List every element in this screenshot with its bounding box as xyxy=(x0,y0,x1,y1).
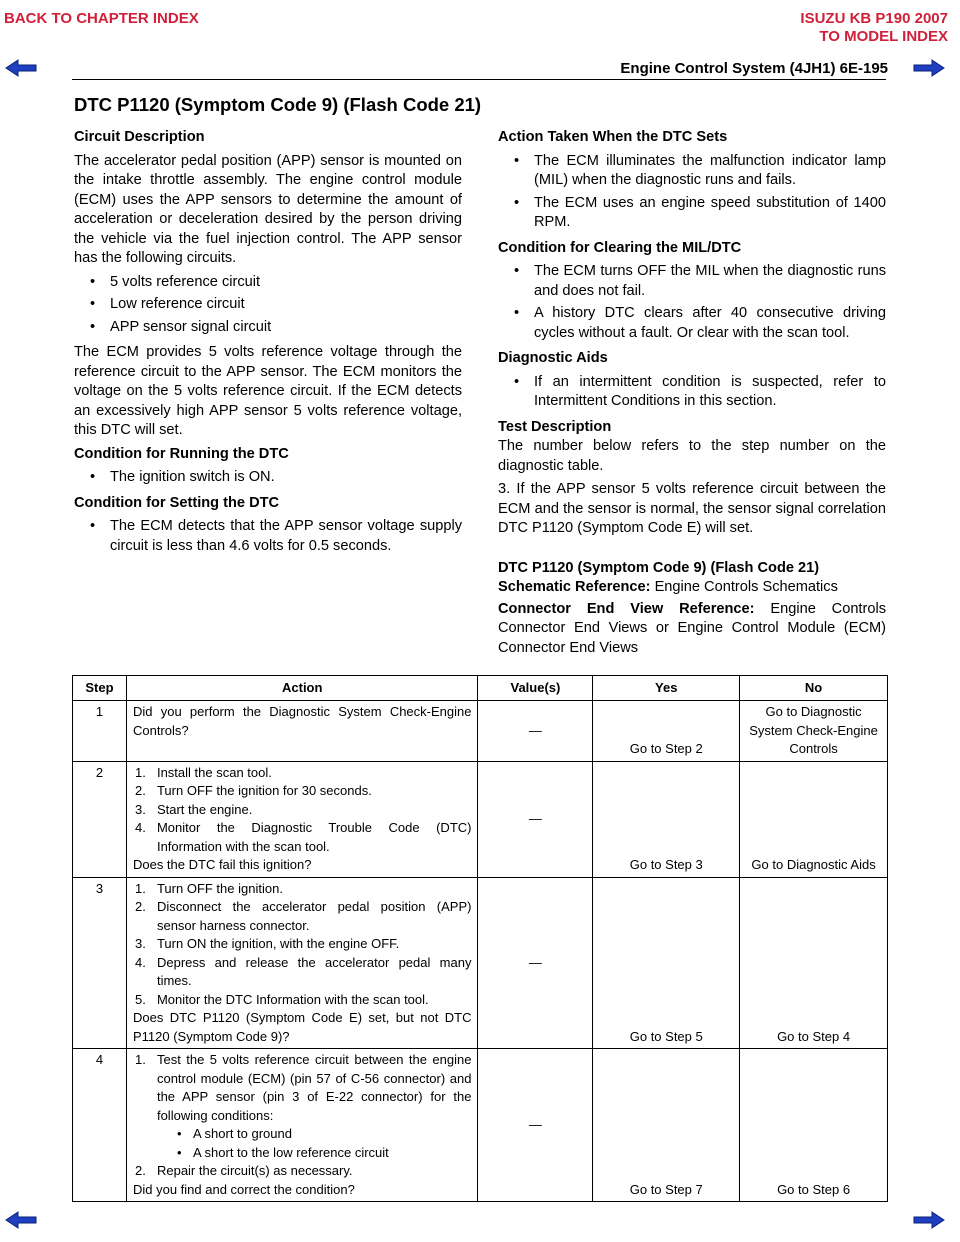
header-no: No xyxy=(740,676,888,701)
step-action: Did you perform the Diagnostic System Check-Engine Controls? xyxy=(126,701,478,762)
schematic-reference-label: Schematic Reference: xyxy=(498,579,651,595)
running-header: Engine Control System (4JH1) 6E-195 xyxy=(620,60,888,77)
step-value: — xyxy=(478,701,593,762)
step-value: — xyxy=(478,877,593,1049)
list-item xyxy=(157,1051,472,1162)
left-column xyxy=(74,128,462,562)
step-list xyxy=(133,764,472,857)
clearing-condition-list xyxy=(498,262,886,343)
step-number: 3 xyxy=(73,877,127,1049)
step-no[interactable]: Go to Diagnostic System Check-Engine Controls xyxy=(740,701,888,762)
sub-list xyxy=(157,1125,472,1162)
step-list xyxy=(133,1051,472,1181)
header-step: Step xyxy=(73,676,127,701)
clearing-condition-heading: Condition for Clearing the MIL/DTC xyxy=(498,239,742,256)
setting-condition-list xyxy=(74,517,462,556)
circuit-description-heading: Circuit Description xyxy=(74,129,205,145)
list-item: • The ignition switch is ON. xyxy=(110,468,462,488)
action-taken-heading: Action Taken When the DTC Sets xyxy=(498,129,728,145)
step-number: 4 xyxy=(73,1049,127,1202)
step-no[interactable]: Go to Step 4 xyxy=(740,877,888,1049)
step-yes[interactable]: Go to Step 2 xyxy=(593,701,740,762)
list-item: • 5 volts reference circuit xyxy=(110,273,462,293)
header-yes: Yes xyxy=(593,676,740,701)
step-number: 1 xyxy=(73,701,127,762)
step-question: Does DTC P1120 (Symptom Code E) set, but not DTC P1120 (Symptom Code 9)? xyxy=(132,1010,472,1044)
table-row xyxy=(73,701,888,762)
list-item: 1. Turn OFF the ignition. xyxy=(157,880,472,899)
list-item: 2. Disconnect the accelerator pedal position (APP) sensor harness connector. xyxy=(157,898,472,935)
list-item: 4. Monitor the Diagnostic Trouble Code (DTC) Information with the scan tool. xyxy=(157,819,472,856)
table-row xyxy=(73,1049,888,1202)
sub-list-item: • A short to the low reference circuit xyxy=(193,1144,472,1163)
circuit-list xyxy=(74,273,462,338)
right-column xyxy=(498,128,886,662)
header-action: Action xyxy=(126,676,478,701)
table-row xyxy=(73,761,888,877)
list-item: 3. Start the engine. xyxy=(157,801,472,820)
step-no[interactable]: Go to Step 6 xyxy=(740,1049,888,1202)
list-item: 4. Depress and release the accelerator pedal many times. xyxy=(157,954,472,991)
previous-page-arrow-icon[interactable] xyxy=(4,58,38,78)
previous-page-arrow-bottom-icon[interactable] xyxy=(4,1210,38,1230)
step-yes[interactable]: Go to Step 7 xyxy=(593,1049,740,1202)
header-rule xyxy=(72,79,886,80)
table-header-row xyxy=(73,676,888,701)
to-model-index[interactable]: TO MODEL INDEX xyxy=(819,28,948,45)
table-row xyxy=(73,877,888,1049)
list-item: • A history DTC clears after 40 consecutive driving cycles without a fault. Or clear with the scan tool. xyxy=(534,304,886,343)
list-item: 2. Repair the circuit(s) as necessary. xyxy=(157,1162,472,1181)
next-page-arrow-icon[interactable] xyxy=(912,58,946,78)
step-value: — xyxy=(478,1049,593,1202)
circuit-description-text-2: The ECM provides 5 volts reference voltage through the reference circuit to the APP sensor. The ECM monitors the voltage on the 5 volts reference circuit. If the ECM detects an excessively high APP sensor 5 volts reference voltage, this DTC will set. xyxy=(74,344,462,438)
schematic-reference xyxy=(498,578,886,598)
list-item: • If an intermittent condition is suspected, refer to Intermittent Conditions in this section. xyxy=(534,373,886,412)
header-values: Value(s) xyxy=(478,676,593,701)
connector-reference xyxy=(498,600,886,659)
circuit-description-text: The accelerator pedal position (APP) sensor is mounted on the intake throttle assembly. The engine control module (ECM) uses the APP sensors to determine the amount of acceleration or deceleration desired by the person driving the vehicle via the fuel injection control. The APP sensor has the following circuits. xyxy=(74,152,462,266)
sub-list-item: • A short to ground xyxy=(193,1125,472,1144)
test-description-text: The number below refers to the step number on the diagnostic table. xyxy=(498,438,886,474)
list-item: 5. Monitor the DTC Information with the scan tool. xyxy=(157,991,472,1010)
list-item: 3. Turn ON the ignition, with the engine OFF. xyxy=(157,935,472,954)
step-no[interactable]: Go to Diagnostic Aids xyxy=(740,761,888,877)
step-action xyxy=(126,1049,478,1202)
list-item: • Low reference circuit xyxy=(110,295,462,315)
step-number: 2 xyxy=(73,761,127,877)
schematic-reference-link[interactable]: Engine Controls Schematics xyxy=(654,579,838,595)
list-item: • The ECM uses an engine speed substitution of 1400 RPM. xyxy=(534,194,886,233)
test-description-step: 3. If the APP sensor 5 volts reference circuit between the ECM and the sensor is normal, the sensor signal correlation DTC P1120 (Symptom Code E) will set. xyxy=(498,481,886,536)
step-action xyxy=(126,761,478,877)
list-item: • The ECM illuminates the malfunction indicator lamp (MIL) when the diagnostic runs and fails. xyxy=(534,152,886,191)
action-taken-list xyxy=(498,152,886,233)
diagnostic-aids-heading: Diagnostic Aids xyxy=(498,350,608,366)
diagnostic-table xyxy=(72,675,888,1202)
step-question: Does the DTC fail this ignition? xyxy=(132,857,312,872)
step-action xyxy=(126,877,478,1049)
step-yes[interactable]: Go to Step 5 xyxy=(593,877,740,1049)
list-item: • The ECM detects that the APP sensor voltage supply circuit is less than 4.6 volts for 0.5 seconds. xyxy=(110,517,462,556)
list-item: • APP sensor signal circuit xyxy=(110,318,462,338)
dtc-repeat-heading: DTC P1120 (Symptom Code 9) (Flash Code 21) xyxy=(498,559,820,576)
model-index-link[interactable] xyxy=(800,10,948,46)
running-condition-list xyxy=(74,468,462,488)
setting-condition-heading: Condition for Setting the DTC xyxy=(74,494,280,511)
list-item: 1. Install the scan tool. xyxy=(157,764,472,783)
step-list xyxy=(133,880,472,1010)
diagnostic-aids-list xyxy=(498,373,886,412)
list-item: • The ECM turns OFF the MIL when the diagnostic runs and does not fail. xyxy=(534,262,886,301)
connector-reference-link[interactable]: Engine Controls Connector End Views or Engine Control Module (ECM) Connector End Views xyxy=(498,600,887,656)
connector-reference-label: Connector End View Reference: xyxy=(498,600,755,617)
test-description-heading: Test Description xyxy=(498,418,612,435)
list-item: 2. Turn OFF the ignition for 30 seconds. xyxy=(157,782,472,801)
next-page-arrow-bottom-icon[interactable] xyxy=(912,1210,946,1230)
list-item-text: Test the 5 volts reference circuit between the engine control module (ECM) (pin 57 of C-56 connector) and the APP sensor (pin 3 of E-22 connector) for the following conditions: xyxy=(156,1052,472,1123)
running-condition-heading: Condition for Running the DTC xyxy=(74,445,289,462)
step-value: — xyxy=(478,761,593,877)
step-yes[interactable]: Go to Step 3 xyxy=(593,761,740,877)
page-title: DTC P1120 (Symptom Code 9) (Flash Code 21) xyxy=(74,94,482,115)
back-to-chapter-index-link[interactable]: BACK TO CHAPTER INDEX xyxy=(4,10,199,27)
model-title: ISUZU KB P190 2007 xyxy=(800,10,948,27)
step-question: Did you find and correct the condition? xyxy=(132,1181,355,1197)
